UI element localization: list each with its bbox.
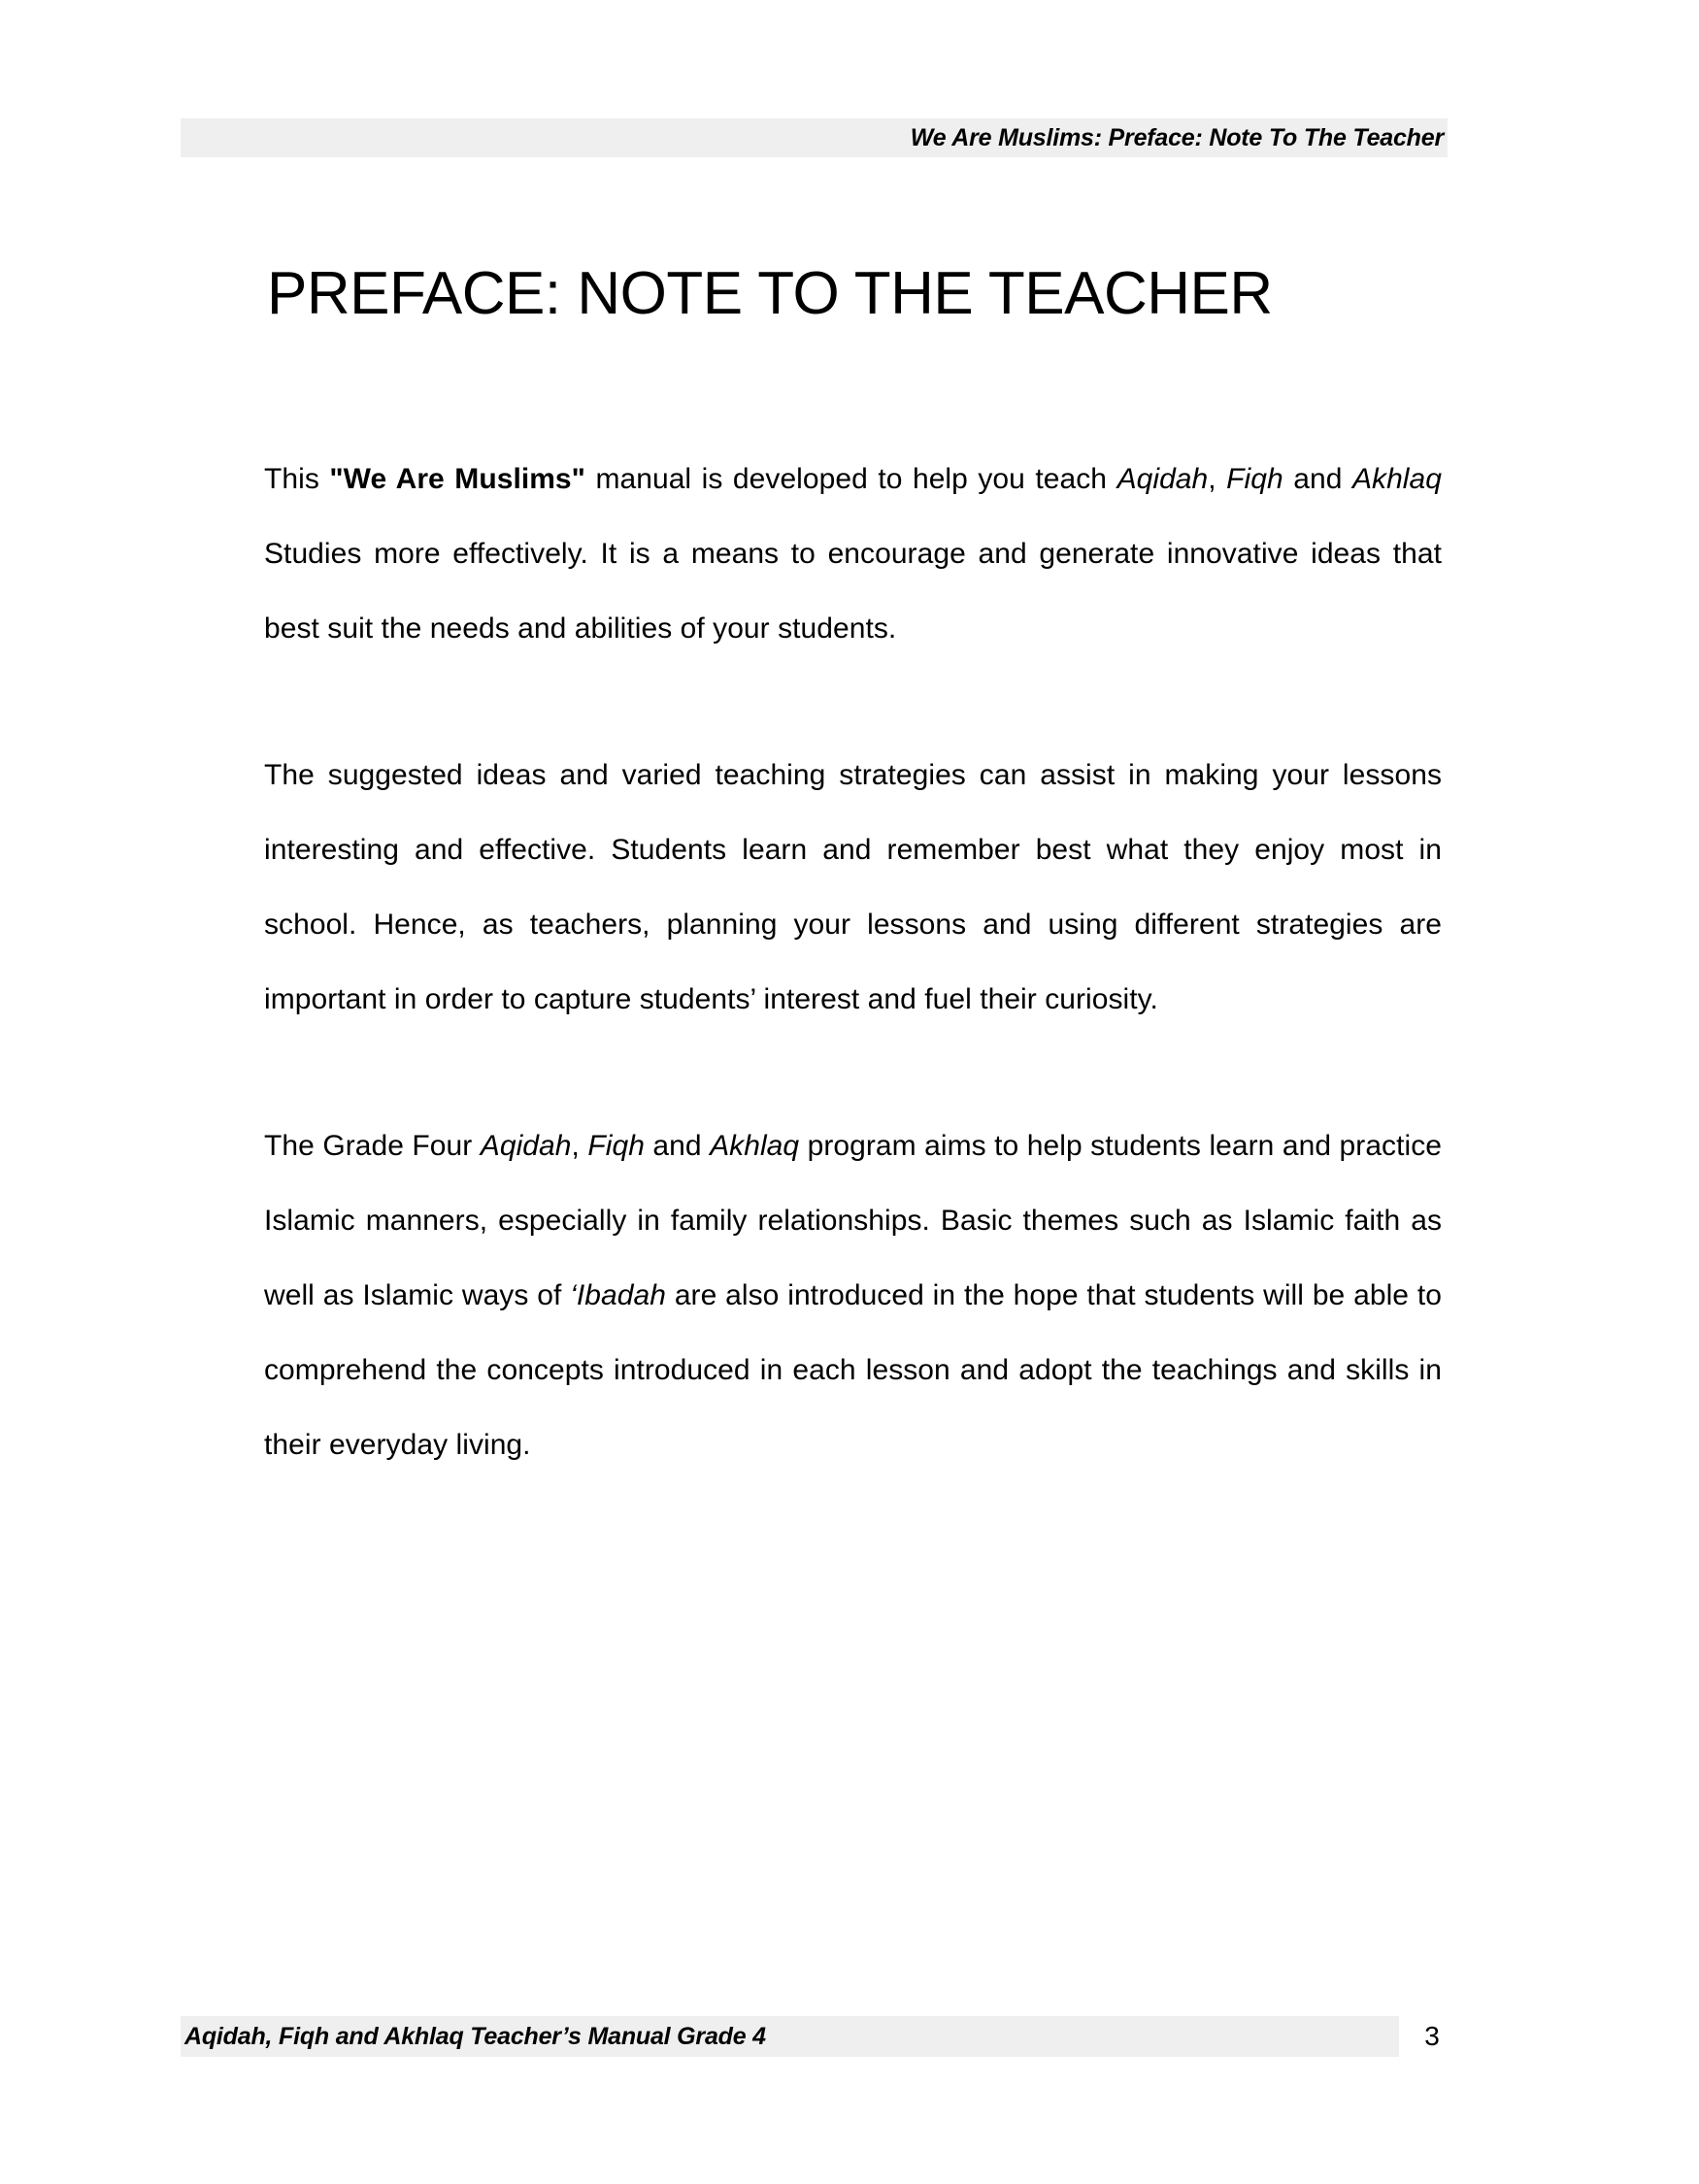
page-number: 3 (1424, 2021, 1440, 2051)
paragraph-3: The Grade Four Aqidah, Fiqh and Akhlaq program aims to help students learn and practice Islamic manners, especially in family relationships. Basic themes such as Islamic faith as well as Islamic ways of ‘Ibadah are also introduced in the hope that students will be able to comprehend the concepts introduced in each lesson and adopt the teachings and skills in their everyday living. (264, 1130, 1442, 1461)
running-header-text: We Are Muslims: Preface: Note To The Teacher (910, 123, 1444, 151)
page-header-band (181, 118, 1448, 157)
page-footer-band (181, 2016, 1399, 2057)
paragraph-2: The suggested ideas and varied teaching strategies can assist in making your lessons interesting and effective. Students learn and remember best what they enjoy most in school. Hence, as teachers, planning your lessons and using different strategies are important in order to capture students’ interest and fuel their curiosity. (264, 759, 1442, 1015)
paragraph-1: This "We Are Muslims" manual is developed to help you teach Aqidah, Fiqh and Akhlaq Studies more effectively. It is a means to encourage and generate innovative ideas that best suit the needs and abilities of your students. (264, 463, 1442, 645)
running-footer-text: Aqidah, Fiqh and Akhlaq Teacher’s Manual Grade 4 (184, 2022, 766, 2050)
body-text-column (264, 442, 1442, 1482)
page-title: PREFACE: NOTE TO THE TEACHER (267, 259, 1273, 327)
